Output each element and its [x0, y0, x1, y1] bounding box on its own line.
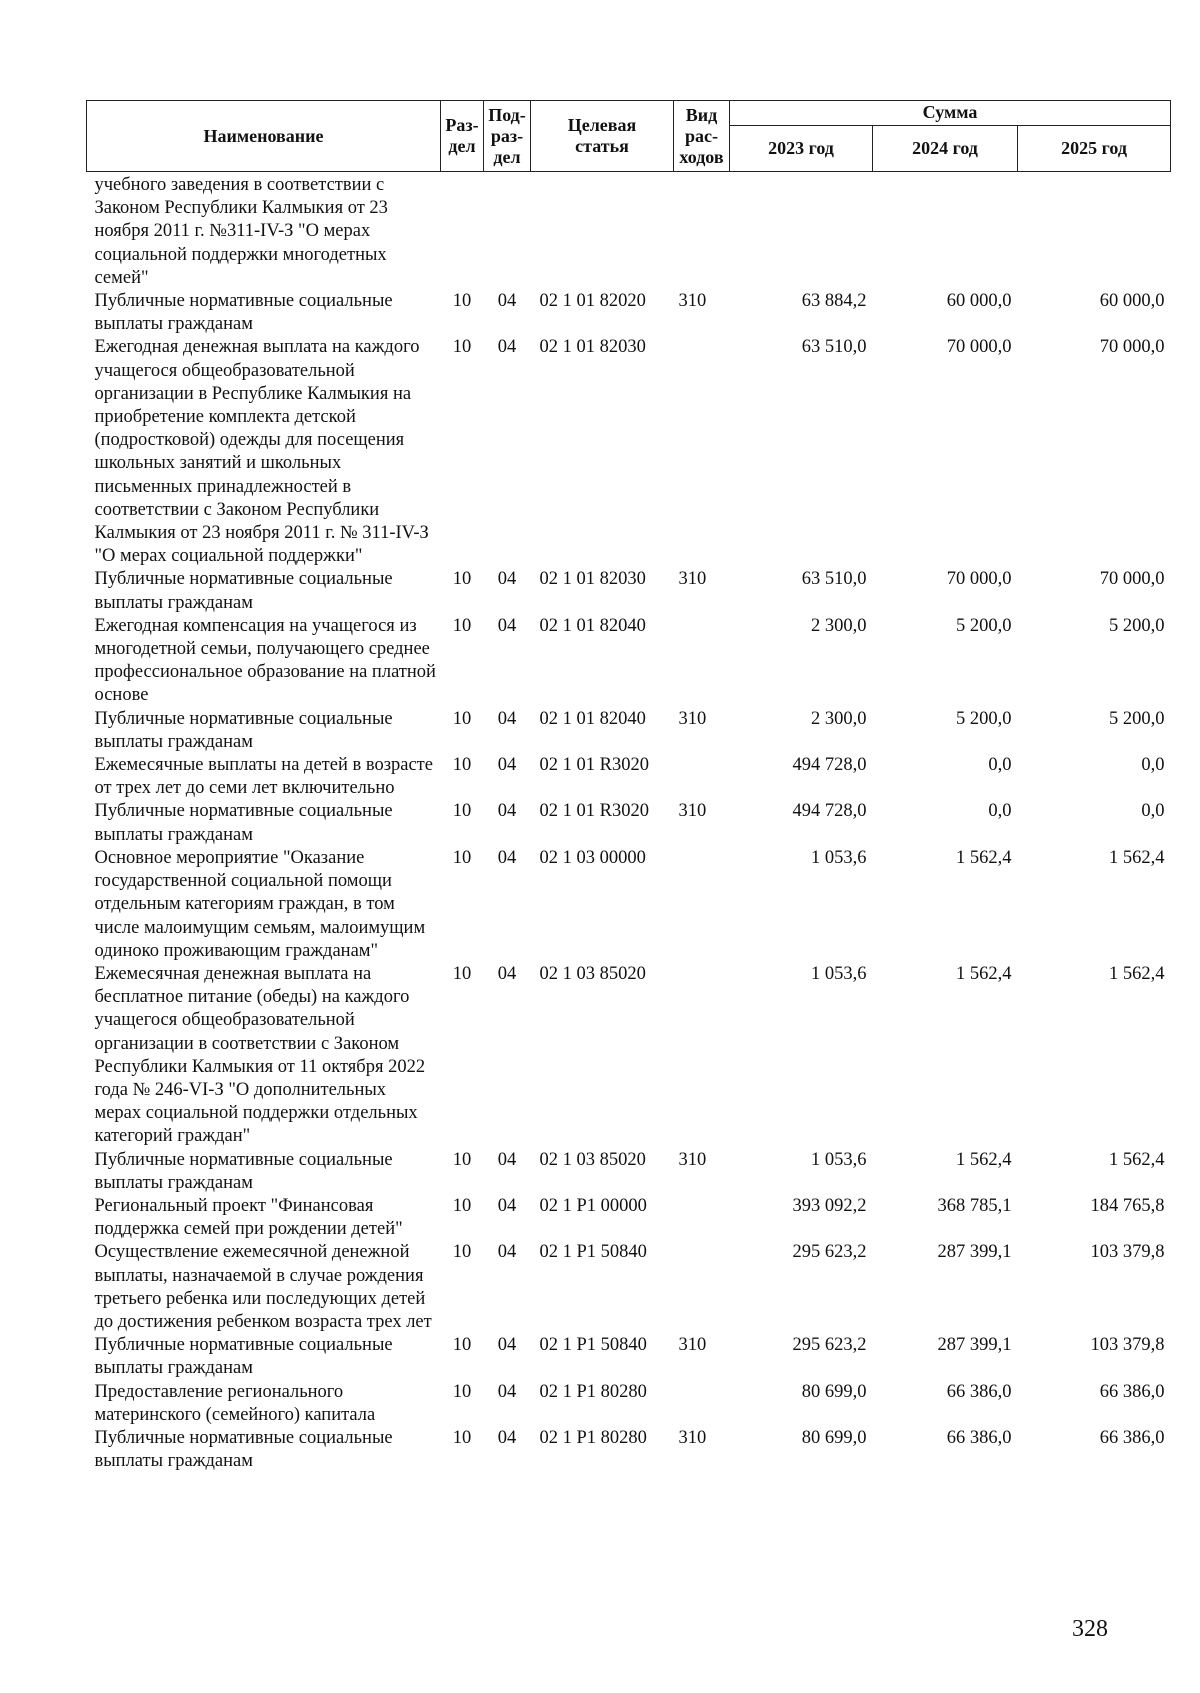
row-celevaya: 02 1 P1 50840	[539, 1242, 647, 1263]
row-amount-2023: 63 510,0	[801, 569, 867, 590]
row-vid: 310	[678, 801, 707, 822]
table-row	[87, 336, 1171, 568]
row-amount-2024: 5 200,0	[956, 708, 1012, 729]
row-razdel: 10	[452, 1381, 472, 1402]
row-name: Публичные нормативные социальные выплаты гражданам	[94, 1335, 393, 1379]
row-name: Ежемесячная денежная выплата на бесплатное питание (обеды) на каждого учащегося общеобразовательной организации в соответствии с Законом Республики Калмыкия от 11 октября 2022 года № 246-VI-З "О дополнительных мерах социальной поддержки отдельных категорий граждан"	[94, 963, 426, 1147]
table-row	[87, 800, 1171, 846]
row-name: Публичные нормативные социальные выплаты гражданам	[94, 801, 393, 845]
row-amount-2024: 5 200,0	[956, 615, 1012, 636]
row-name: Публичные нормативные социальные выплаты гражданам	[94, 1149, 393, 1193]
table-row	[87, 290, 1171, 336]
row-razdel: 10	[452, 1335, 472, 1356]
header-year-2024: 2024 год	[873, 125, 1018, 171]
row-celevaya: 02 1 P1 50840	[539, 1335, 647, 1356]
row-amount-2025: 1 562,4	[1109, 847, 1165, 868]
row-vid	[674, 847, 730, 963]
row-amount-2023: 1 053,6	[811, 847, 867, 868]
row-amount-2023: 63 884,2	[801, 291, 867, 312]
row-razdel: 10	[452, 1149, 472, 1170]
row-amount-2023: 494 728,0	[792, 801, 867, 822]
row-podrazdel: 04	[497, 755, 517, 776]
row-podrazdel: 04	[497, 1381, 517, 1402]
row-razdel: 10	[452, 755, 472, 776]
row-vid: 310	[678, 708, 707, 729]
row-celevaya: 02 1 01 82030	[539, 569, 646, 590]
row-vid	[674, 172, 730, 291]
row-amount-2023: 1 053,6	[811, 1149, 867, 1170]
row-podrazdel: 04	[497, 801, 517, 822]
row-amount-2024: 66 386,0	[946, 1381, 1012, 1402]
row-podrazdel: 04	[497, 708, 517, 729]
row-amount-2023: 393 092,2	[792, 1195, 867, 1216]
row-name: Ежегодная денежная выплата на каждого учащегося общеобразовательной организации в Республике Калмыкия на приобретение комплекта детской (подростковой) одежды для посещения школьных занятий и школьных письменных принадлежностей в соответствии с Законом Республики Калмыкия от 23 ноября 2011 г. № 311-IV-З "О мерах социальной поддержки"	[94, 337, 429, 567]
row-celevaya: 02 1 P1 80280	[539, 1381, 647, 1402]
table-row	[87, 568, 1171, 614]
row-celevaya: 02 1 01 82030	[539, 337, 646, 358]
table-row	[87, 1241, 1171, 1334]
row-amount-2025	[1018, 172, 1171, 291]
table-body	[87, 172, 1171, 1474]
row-amount-2024: 1 562,4	[956, 847, 1012, 868]
row-vid	[674, 1195, 730, 1241]
header-year-2025: 2025 год	[1018, 125, 1171, 171]
row-amount-2024: 287 399,1	[937, 1335, 1012, 1356]
table-row	[87, 172, 1171, 291]
row-name: Региональный проект "Финансовая поддержка семей при рождении детей"	[94, 1195, 403, 1240]
row-celevaya: 02 1 01 82040	[539, 708, 646, 729]
row-name: Публичные нормативные социальные выплаты гражданам	[94, 1427, 393, 1472]
row-amount-2025: 1 562,4	[1109, 1149, 1165, 1170]
row-amount-2025: 184 765,8	[1090, 1195, 1165, 1216]
row-podrazdel: 04	[497, 963, 517, 984]
table-row	[87, 708, 1171, 754]
row-name: Публичные нормативные социальные выплаты гражданам	[94, 708, 393, 752]
row-celevaya: 02 1 03 85020	[539, 1149, 646, 1170]
row-podrazdel: 04	[497, 1149, 517, 1170]
row-name: Предоставление регионального материнского (семейного) капитала	[94, 1381, 376, 1425]
row-celevaya: 02 1 01 R3020	[539, 755, 649, 776]
row-amount-2023: 80 699,0	[801, 1427, 867, 1448]
table-row	[87, 1427, 1171, 1473]
row-vid: 310	[678, 1149, 707, 1170]
row-podrazdel: 04	[497, 1427, 517, 1448]
row-amount-2024: 60 000,0	[946, 291, 1012, 312]
row-razdel: 10	[452, 291, 472, 312]
row-celevaya: 02 1 01 82020	[539, 291, 646, 312]
row-amount-2023: 295 623,2	[792, 1335, 867, 1356]
row-amount-2025: 70 000,0	[1099, 337, 1165, 358]
row-razdel: 10	[452, 1427, 472, 1448]
row-amount-2023: 295 623,2	[792, 1242, 867, 1263]
row-podrazdel: 04	[497, 1335, 517, 1356]
row-razdel: 10	[452, 847, 472, 868]
row-razdel: 10	[452, 1195, 472, 1216]
table-row	[87, 615, 1171, 708]
row-amount-2025: 5 200,0	[1109, 615, 1165, 636]
header-year-2023: 2023 год	[730, 125, 873, 171]
page-number: 328	[1072, 1616, 1108, 1642]
table-row	[87, 1381, 1171, 1427]
row-razdel: 10	[452, 708, 472, 729]
row-amount-2025: 60 000,0	[1099, 291, 1165, 312]
row-name: Публичные нормативные социальные выплаты гражданам	[94, 291, 393, 335]
table-row	[87, 1334, 1171, 1380]
table-row	[87, 1149, 1171, 1195]
row-amount-2023: 2 300,0	[811, 615, 867, 636]
budget-table	[86, 100, 1171, 1473]
row-name: учебного заведения в соответствии с Законом Республики Калмыкия от 23 ноября 2011 г. №311-IV-З "О мерах социальной поддержки многодетных семей"	[94, 175, 388, 288]
row-razdel: 10	[452, 615, 472, 636]
row-vid: 310	[678, 291, 707, 312]
row-amount-2024: 1 562,4	[956, 1149, 1012, 1170]
row-amount-2025: 70 000,0	[1099, 569, 1165, 590]
row-vid	[674, 1241, 730, 1334]
row-razdel: 10	[452, 337, 472, 358]
row-podrazdel: 04	[497, 847, 517, 868]
row-celevaya: 02 1 P1 00000	[539, 1195, 647, 1216]
row-razdel	[441, 172, 484, 291]
row-vid	[674, 963, 730, 1149]
row-vid	[674, 615, 730, 708]
row-celevaya: 02 1 03 00000	[539, 847, 646, 868]
row-name: Основное мероприятие "Оказание государственной социальной помощи отдельным категориям граждан, в том числе малоимущим семьям, малоимущим одиноко проживающим гражданам"	[94, 847, 426, 961]
row-celevaya: 02 1 01 82040	[539, 615, 646, 636]
header-summa: Сумма	[730, 101, 1171, 126]
row-amount-2024: 70 000,0	[946, 569, 1012, 590]
row-podrazdel: 04	[497, 1242, 517, 1263]
table-row	[87, 847, 1171, 963]
row-razdel: 10	[452, 801, 472, 822]
row-podrazdel: 04	[497, 291, 517, 312]
table-row	[87, 754, 1171, 800]
table-row	[87, 1195, 1171, 1241]
row-amount-2025: 103 379,8	[1090, 1242, 1165, 1263]
row-vid	[674, 336, 730, 568]
row-amount-2023	[730, 172, 873, 291]
row-razdel: 10	[452, 1242, 472, 1263]
row-amount-2024: 0,0	[988, 801, 1012, 822]
row-name: Осуществление ежемесячной денежной выплаты, назначаемой в случае рождения третьего ребенка или последующих детей до достижения ребенком возраста трех лет	[94, 1242, 432, 1332]
header-razdel: Раз- дел	[441, 101, 484, 172]
header-vid: Вид рас- ходов	[674, 101, 730, 172]
row-name: Публичные нормативные социальные выплаты гражданам	[94, 569, 393, 613]
row-celevaya: 02 1 01 R3020	[539, 801, 649, 822]
row-celevaya: 02 1 03 85020	[539, 963, 646, 984]
row-amount-2023: 80 699,0	[801, 1381, 867, 1402]
row-vid: 310	[678, 1427, 707, 1448]
row-amount-2024	[873, 172, 1018, 291]
row-amount-2023: 63 510,0	[801, 337, 867, 358]
row-amount-2025: 0,0	[1141, 801, 1165, 822]
header-podrazdel: Под- раз- дел	[484, 101, 531, 172]
row-podrazdel: 04	[497, 337, 517, 358]
row-amount-2025: 66 386,0	[1099, 1427, 1165, 1448]
row-podrazdel: 04	[497, 615, 517, 636]
row-podrazdel	[484, 172, 531, 291]
row-amount-2023: 2 300,0	[811, 708, 867, 729]
row-amount-2025: 0,0	[1141, 755, 1165, 776]
row-amount-2025: 103 379,8	[1090, 1335, 1165, 1356]
row-amount-2025: 1 562,4	[1109, 963, 1165, 984]
row-name: Ежемесячные выплаты на детей в возрасте от трех лет до семи лет включительно	[94, 755, 433, 799]
row-celevaya: 02 1 P1 80280	[539, 1427, 647, 1448]
row-podrazdel: 04	[497, 1195, 517, 1216]
table-row	[87, 963, 1171, 1149]
row-razdel: 10	[452, 569, 472, 590]
row-podrazdel: 04	[497, 569, 517, 590]
row-amount-2025: 5 200,0	[1109, 708, 1165, 729]
row-razdel: 10	[452, 963, 472, 984]
row-amount-2024: 1 562,4	[956, 963, 1012, 984]
row-amount-2024: 287 399,1	[937, 1242, 1012, 1263]
row-vid: 310	[678, 1335, 707, 1356]
row-amount-2024: 70 000,0	[946, 337, 1012, 358]
row-vid: 310	[678, 569, 707, 590]
row-amount-2024: 0,0	[988, 755, 1012, 776]
row-celevaya	[531, 172, 674, 291]
row-amount-2023: 1 053,6	[811, 963, 867, 984]
table-header	[87, 101, 1171, 172]
row-amount-2023: 494 728,0	[792, 755, 867, 776]
header-celevaya: Целевая статья	[531, 101, 674, 172]
row-vid	[674, 1381, 730, 1427]
row-name: Ежегодная компенсация на учащегося из многодетной семьи, получающего среднее профессиональное образование на платной основе	[94, 615, 436, 706]
row-amount-2025: 66 386,0	[1099, 1381, 1165, 1402]
header-name: Наименование	[87, 101, 441, 172]
row-amount-2024: 66 386,0	[946, 1427, 1012, 1448]
row-vid	[674, 754, 730, 800]
row-amount-2024: 368 785,1	[937, 1195, 1012, 1216]
